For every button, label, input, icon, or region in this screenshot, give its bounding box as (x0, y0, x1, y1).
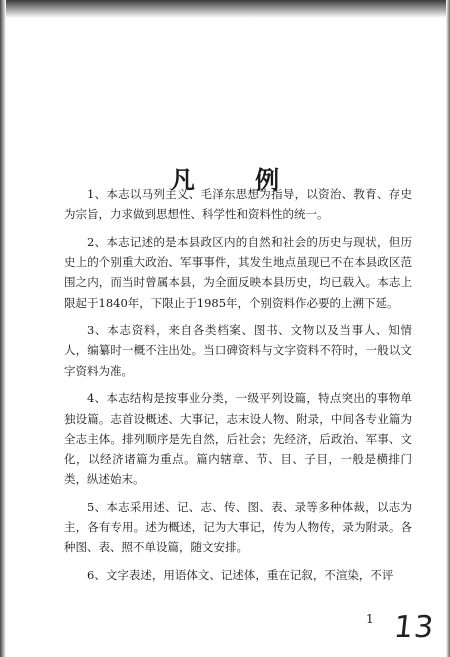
paragraph-3: 3、本志资料，来自各类档案、图书、文物以及当事人、知情人，编纂时一概不注出处。当口碑资料与文字资料不符时，一般以文字资料为准。 (64, 323, 412, 378)
handwritten-page-number: 13 (392, 610, 437, 645)
paragraph-6: 6、文字表述，用语体文、记述体，重在记叙，不渲染，不评 (87, 567, 394, 582)
paragraph-2: 2、本志记述的是本县政区内的自然和社会的历史与现状，但历史上的个别重大政治、军事事件，其发生地点虽现已不在本县政区范围之内，而当时曾属本县，为全面反映本县历史，均已载入。本志上限起于1840年，下限止于1985年，个别资料作必要的上溯下延。 (64, 234, 412, 310)
scan-edge-right (446, 0, 450, 657)
paragraph-5: 5、本志采用述、记、志、传、图、表、录等多种体裁，以志为主，各有专用。述为概述，记为大事记，传为人物传，录为附录。各种图、表、照不单设篇，随文安排。 (64, 499, 412, 555)
scan-edge-left (0, 0, 6, 657)
document-body (64, 184, 412, 593)
scan-edge-top (0, 0, 450, 18)
paragraph-4: 4、本志结构是按事业分类，一级平列设篇，特点突出的事物单独设篇。志首设概述、大事记，志末设人物、附录，中间各专业篇为全志主体。排列顺序是先自然，后社会；先经济，后政治、军事、文化，以经济诸篇为重点。篇内辖章、节、目、子目，一般是横排门类，纵述始末。 (64, 391, 412, 487)
paragraph-1: 1、本志以马列主义、毛泽东思想为指导，以资治、教育、存史为宗旨，力求做到思想性、科学性和资料性的统一。 (64, 187, 412, 222)
page-title: 凡 例 (170, 165, 306, 194)
page-number: 1 (366, 612, 374, 626)
